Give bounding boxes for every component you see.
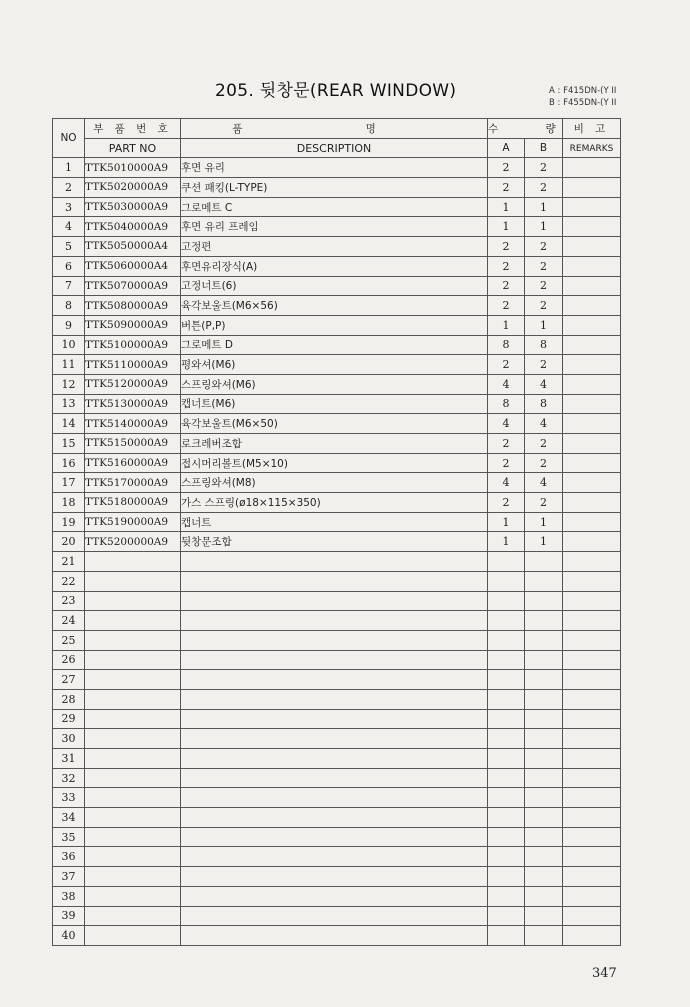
header-part-en: PART NO [85, 138, 181, 158]
table-row [53, 256, 621, 276]
part-description [181, 630, 488, 650]
part-number [85, 729, 181, 749]
quantity-a [488, 709, 525, 729]
quantity-a: 4 [488, 414, 525, 434]
quantity-a [488, 630, 525, 650]
quantity-a: 2 [488, 256, 525, 276]
table-row [53, 926, 621, 946]
remarks [563, 276, 621, 296]
quantity-a: 4 [488, 374, 525, 394]
row-number: 11 [53, 355, 85, 375]
quantity-b: 2 [525, 434, 563, 454]
part-description [181, 611, 488, 631]
quantity-b: 1 [525, 197, 563, 217]
part-number: TTK5130000A9 [85, 394, 181, 414]
remarks [563, 335, 621, 355]
remarks [563, 453, 621, 473]
part-number [85, 768, 181, 788]
quantity-b [525, 650, 563, 670]
quantity-a [488, 768, 525, 788]
quantity-b [525, 827, 563, 847]
part-description [181, 827, 488, 847]
header-desc-ko: 품 명 [181, 119, 488, 139]
table-row [53, 374, 621, 394]
remarks [563, 296, 621, 316]
table-row [53, 178, 621, 198]
row-number: 39 [53, 906, 85, 926]
table-row [53, 434, 621, 454]
part-description: 그로메트 C [181, 197, 488, 217]
remarks [563, 670, 621, 690]
quantity-b: 2 [525, 493, 563, 513]
header-qty-a: A [488, 138, 525, 158]
quantity-b [525, 808, 563, 828]
table-row [53, 571, 621, 591]
header-desc-en: DESCRIPTION [181, 138, 488, 158]
part-number: TTK5190000A9 [85, 512, 181, 532]
quantity-b: 2 [525, 355, 563, 375]
row-number: 8 [53, 296, 85, 316]
part-number: TTK5080000A9 [85, 296, 181, 316]
quantity-a [488, 729, 525, 749]
row-number: 17 [53, 473, 85, 493]
remarks [563, 749, 621, 769]
quantity-b: 8 [525, 335, 563, 355]
part-description [181, 670, 488, 690]
quantity-a: 8 [488, 335, 525, 355]
part-description [181, 906, 488, 926]
model-legend [549, 85, 616, 109]
table-row [53, 335, 621, 355]
part-number: TTK5160000A9 [85, 453, 181, 473]
quantity-b [525, 670, 563, 690]
quantity-a [488, 788, 525, 808]
header-part-ko: 부 품 번 호 [85, 119, 181, 139]
quantity-b: 1 [525, 217, 563, 237]
table-row [53, 808, 621, 828]
quantity-b [525, 867, 563, 887]
remarks [563, 158, 621, 178]
quantity-b: 1 [525, 315, 563, 335]
part-number [85, 827, 181, 847]
remarks [563, 926, 621, 946]
row-number: 27 [53, 670, 85, 690]
row-number: 23 [53, 591, 85, 611]
part-number [85, 552, 181, 572]
remarks [563, 768, 621, 788]
row-number: 28 [53, 689, 85, 709]
quantity-a: 2 [488, 178, 525, 198]
table-header-row [53, 119, 621, 139]
table-row [53, 749, 621, 769]
quantity-a: 2 [488, 493, 525, 513]
row-number: 1 [53, 158, 85, 178]
quantity-a: 1 [488, 315, 525, 335]
row-number: 24 [53, 611, 85, 631]
table-row [53, 906, 621, 926]
part-number: TTK5120000A9 [85, 374, 181, 394]
quantity-a: 2 [488, 237, 525, 257]
row-number: 14 [53, 414, 85, 434]
part-description: 후면유리장식(A) [181, 256, 488, 276]
header-remarks-en: REMARKS [563, 138, 621, 158]
row-number: 19 [53, 512, 85, 532]
table-row [53, 847, 621, 867]
quantity-b: 2 [525, 296, 563, 316]
remarks [563, 808, 621, 828]
remarks [563, 788, 621, 808]
part-number: TTK5110000A9 [85, 355, 181, 375]
row-number: 7 [53, 276, 85, 296]
part-description [181, 788, 488, 808]
quantity-a [488, 552, 525, 572]
remarks [563, 493, 621, 513]
part-number: TTK5150000A9 [85, 434, 181, 454]
row-number: 21 [53, 552, 85, 572]
part-number [85, 689, 181, 709]
part-number [85, 808, 181, 828]
quantity-a: 8 [488, 394, 525, 414]
table-row [53, 827, 621, 847]
row-number: 32 [53, 768, 85, 788]
remarks [563, 611, 621, 631]
header-no: NO [53, 119, 85, 158]
quantity-b: 2 [525, 256, 563, 276]
table-row [53, 670, 621, 690]
part-number: TTK5040000A9 [85, 217, 181, 237]
part-description [181, 689, 488, 709]
table-row [53, 493, 621, 513]
part-description [181, 650, 488, 670]
remarks [563, 709, 621, 729]
row-number: 22 [53, 571, 85, 591]
part-number: TTK5060000A4 [85, 256, 181, 276]
quantity-b [525, 689, 563, 709]
part-description: 고정너트(6) [181, 276, 488, 296]
quantity-b: 2 [525, 178, 563, 198]
quantity-b: 2 [525, 237, 563, 257]
table-row [53, 315, 621, 335]
parts-table [52, 118, 621, 946]
row-number: 25 [53, 630, 85, 650]
table-subheader-row [53, 138, 621, 158]
row-number: 10 [53, 335, 85, 355]
row-number: 6 [53, 256, 85, 276]
quantity-a [488, 926, 525, 946]
table-row [53, 650, 621, 670]
remarks [563, 434, 621, 454]
quantity-b: 2 [525, 276, 563, 296]
part-description: 뒷창문조합 [181, 532, 488, 552]
part-description [181, 926, 488, 946]
part-description [181, 808, 488, 828]
quantity-a: 2 [488, 158, 525, 178]
row-number: 26 [53, 650, 85, 670]
quantity-b [525, 847, 563, 867]
part-number [85, 611, 181, 631]
part-number [85, 670, 181, 690]
part-description: 후면 유리 프레임 [181, 217, 488, 237]
quantity-a: 1 [488, 197, 525, 217]
part-number [85, 650, 181, 670]
header-qty-ko: 수 량 [488, 119, 563, 139]
remarks [563, 591, 621, 611]
remarks [563, 414, 621, 434]
row-number: 5 [53, 237, 85, 257]
table-row [53, 591, 621, 611]
quantity-a: 2 [488, 453, 525, 473]
remarks [563, 847, 621, 867]
remarks [563, 650, 621, 670]
row-number: 30 [53, 729, 85, 749]
quantity-b: 2 [525, 158, 563, 178]
part-description: 후면 유리 [181, 158, 488, 178]
remarks [563, 256, 621, 276]
part-number: TTK5020000A9 [85, 178, 181, 198]
row-number: 3 [53, 197, 85, 217]
part-number: TTK5180000A9 [85, 493, 181, 513]
row-number: 29 [53, 709, 85, 729]
part-description [181, 571, 488, 591]
part-number [85, 630, 181, 650]
quantity-a: 1 [488, 532, 525, 552]
part-number: TTK5030000A9 [85, 197, 181, 217]
quantity-b [525, 749, 563, 769]
part-description [181, 552, 488, 572]
quantity-a [488, 749, 525, 769]
part-number [85, 788, 181, 808]
quantity-a [488, 670, 525, 690]
part-description [181, 768, 488, 788]
quantity-a [488, 867, 525, 887]
part-description: 접시머리볼트(M5×10) [181, 453, 488, 473]
part-number: TTK5170000A9 [85, 473, 181, 493]
quantity-b: 4 [525, 374, 563, 394]
part-description: 쿠션 패킹(L-TYPE) [181, 178, 488, 198]
part-description [181, 591, 488, 611]
row-number: 37 [53, 867, 85, 887]
table-row [53, 532, 621, 552]
part-description: 육각보울트(M6×50) [181, 414, 488, 434]
part-number: TTK5140000A9 [85, 414, 181, 434]
row-number: 16 [53, 453, 85, 473]
remarks [563, 689, 621, 709]
header-qty-b: B [525, 138, 563, 158]
table-row [53, 611, 621, 631]
row-number: 36 [53, 847, 85, 867]
row-number: 12 [53, 374, 85, 394]
row-number: 38 [53, 886, 85, 906]
remarks [563, 217, 621, 237]
part-number [85, 591, 181, 611]
part-description: 캡너트 [181, 512, 488, 532]
page-title: 205. 뒷창문(REAR WINDOW) [215, 81, 457, 101]
quantity-b [525, 768, 563, 788]
quantity-a [488, 906, 525, 926]
quantity-b: 1 [525, 532, 563, 552]
quantity-a [488, 847, 525, 867]
remarks [563, 315, 621, 335]
remarks [563, 886, 621, 906]
part-description: 스프링와셔(M6) [181, 374, 488, 394]
quantity-a: 2 [488, 296, 525, 316]
table-row [53, 394, 621, 414]
row-number: 40 [53, 926, 85, 946]
part-number [85, 906, 181, 926]
remarks [563, 374, 621, 394]
part-description [181, 729, 488, 749]
parts-table-body [53, 158, 621, 946]
header-remarks-ko: 비 고 [563, 119, 621, 139]
part-number [85, 886, 181, 906]
table-row [53, 886, 621, 906]
table-row [53, 709, 621, 729]
part-number: TTK5090000A9 [85, 315, 181, 335]
part-description: 가스 스프링(ø18×115×350) [181, 493, 488, 513]
quantity-b [525, 788, 563, 808]
quantity-a [488, 689, 525, 709]
row-number: 9 [53, 315, 85, 335]
part-description [181, 709, 488, 729]
quantity-a: 1 [488, 512, 525, 532]
table-row [53, 237, 621, 257]
remarks [563, 394, 621, 414]
quantity-b: 2 [525, 453, 563, 473]
quantity-a [488, 571, 525, 591]
table-row [53, 768, 621, 788]
row-number: 20 [53, 532, 85, 552]
remarks [563, 197, 621, 217]
quantity-a: 1 [488, 217, 525, 237]
quantity-b [525, 906, 563, 926]
remarks [563, 178, 621, 198]
quantity-a [488, 650, 525, 670]
part-number: TTK5100000A9 [85, 335, 181, 355]
quantity-b [525, 552, 563, 572]
quantity-a: 2 [488, 434, 525, 454]
row-number: 33 [53, 788, 85, 808]
part-description: 육각보울트(M6×56) [181, 296, 488, 316]
row-number: 13 [53, 394, 85, 414]
table-row [53, 355, 621, 375]
part-number [85, 749, 181, 769]
part-description: 그로메트 D [181, 335, 488, 355]
part-number [85, 847, 181, 867]
quantity-b: 8 [525, 394, 563, 414]
remarks [563, 827, 621, 847]
remarks [563, 532, 621, 552]
quantity-b [525, 729, 563, 749]
part-number: TTK5070000A9 [85, 276, 181, 296]
remarks [563, 473, 621, 493]
row-number: 31 [53, 749, 85, 769]
quantity-a: 4 [488, 473, 525, 493]
remarks [563, 552, 621, 572]
table-row [53, 689, 621, 709]
part-number [85, 926, 181, 946]
quantity-a [488, 886, 525, 906]
quantity-b: 4 [525, 414, 563, 434]
quantity-a [488, 808, 525, 828]
part-number: TTK5050000A4 [85, 237, 181, 257]
remarks [563, 906, 621, 926]
remarks [563, 729, 621, 749]
remarks [563, 630, 621, 650]
quantity-b [525, 571, 563, 591]
table-row [53, 296, 621, 316]
quantity-a: 2 [488, 276, 525, 296]
model-a-label: A : F415DN-(Y II [549, 86, 617, 96]
table-row [53, 158, 621, 178]
remarks [563, 237, 621, 257]
quantity-a [488, 591, 525, 611]
quantity-b [525, 886, 563, 906]
part-description: 버튼(P,P) [181, 315, 488, 335]
part-number [85, 571, 181, 591]
part-description: 스프링와셔(M8) [181, 473, 488, 493]
table-row [53, 630, 621, 650]
part-description [181, 886, 488, 906]
row-number: 2 [53, 178, 85, 198]
row-number: 4 [53, 217, 85, 237]
remarks [563, 867, 621, 887]
part-number: TTK5010000A9 [85, 158, 181, 178]
part-number: TTK5200000A9 [85, 532, 181, 552]
quantity-b: 1 [525, 512, 563, 532]
page-number: 347 [592, 966, 617, 981]
quantity-b [525, 709, 563, 729]
quantity-a [488, 611, 525, 631]
table-row [53, 453, 621, 473]
model-b-label: B : F455DN-(Y II [549, 98, 617, 108]
table-row [53, 729, 621, 749]
table-row [53, 552, 621, 572]
quantity-b [525, 926, 563, 946]
part-number [85, 867, 181, 887]
part-description: 캡너트(M6) [181, 394, 488, 414]
quantity-b [525, 630, 563, 650]
quantity-b: 4 [525, 473, 563, 493]
quantity-a [488, 827, 525, 847]
table-row [53, 414, 621, 434]
quantity-a: 2 [488, 355, 525, 375]
table-row [53, 788, 621, 808]
remarks [563, 571, 621, 591]
table-row [53, 473, 621, 493]
row-number: 18 [53, 493, 85, 513]
table-row [53, 197, 621, 217]
quantity-b [525, 591, 563, 611]
remarks [563, 512, 621, 532]
table-row [53, 217, 621, 237]
row-number: 34 [53, 808, 85, 828]
part-description: 고정편 [181, 237, 488, 257]
part-description: 로크레버조합 [181, 434, 488, 454]
quantity-b [525, 611, 563, 631]
part-number [85, 709, 181, 729]
part-description [181, 749, 488, 769]
part-description: 평와셔(M6) [181, 355, 488, 375]
table-row [53, 512, 621, 532]
table-row [53, 276, 621, 296]
part-description [181, 847, 488, 867]
row-number: 35 [53, 827, 85, 847]
part-description [181, 867, 488, 887]
table-row [53, 867, 621, 887]
remarks [563, 355, 621, 375]
row-number: 15 [53, 434, 85, 454]
